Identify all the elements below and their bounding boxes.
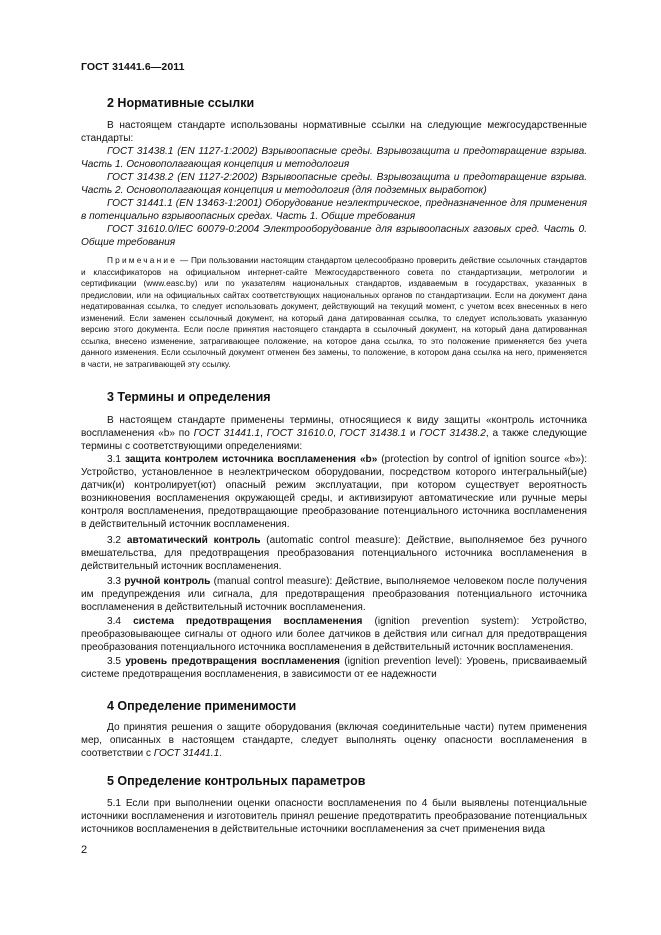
page-number: 2	[81, 844, 88, 856]
reference-2: ГОСТ 31438.2 (EN 1127-2:2002) Взрывоопасные среды. Взрывозащита и предотвращение взрыва. Часть 2. Основополагающая концепция и методология (для подземных выработок)	[81, 172, 587, 196]
document-header: ГОСТ 31441.6—2011	[81, 61, 185, 73]
term-3-5: 3.5 уровень предотвращения воспламенения (ignition prevention level): Уровень, присваиваемый системе предотвращения воспламенения, в зависимости от ее надежности	[81, 656, 587, 680]
term-3-3-name: ручной контроль	[124, 576, 211, 587]
note-text: — При пользовании настоящим стандартом целесообразно проверить действие ссылочных стандартов и классификаторов на официальном интернет-сайте Межгосударственного совета по стандартизации, метрологии и сертификации (www.easc.by) или по указателям национальных стандартов, издаваемым в государствах, указанных в предисловии, или на официальных сайтах соответствующих национальных органов по стандартизации. Если на документ дана недатированная ссылка, то следует использовать документ, действующий на текущий момент, с учетом всех внесенных в него изменений. Если заменен ссылочный документ, на который дана датированная ссылка, то следует использовать указанную версию этого документа. Если после принятия настоящего стандарта в ссылочный документ, на который дана датированная ссылка, внесено изменение, затрагивающее положение, на которое дана ссылка, то это положение применяется без учета данного изменения. Если ссылочный документ отменен без замены, то положение, в котором дана ссылка на него, применяется в части, не затрагивающей эту ссылку.	[81, 255, 587, 369]
section-3-title: 3 Термины и определения	[107, 390, 271, 404]
term-3-4: 3.4 система предотвращения воспламенения (ignition prevention system): Устройство, преобразовывающее сигналы от одного или более датчиков в действия или сигнал для предотвращения преобразования потенциального источника воспламенения в действительный источник воспламенения.	[81, 616, 587, 653]
section-4-title: 4 Определение применимости	[107, 699, 297, 713]
term-3-2: 3.2 автоматический контроль (automatic control measure): Действие, выполняемое без ручного вмешательства, для предотвращения преобразования потенциального источника воспламенения в действительный источник воспламенения.	[81, 535, 587, 572]
section-4-text: До принятия решения о защите оборудования (включая соединительные части) путем применения мер, описанных в настоящем стандарте, следует выполнять оценку опасности воспламенения в соответствии с ГОСТ 31441.1.	[81, 722, 587, 759]
reference-1: ГОСТ 31438.1 (EN 1127-1:2002) Взрывоопасные среды. Взрывозащита и предотвращение взрыва. Часть 1. Основополагающая концепция и методология	[81, 146, 587, 170]
section-2-intro: В настоящем стандарте использованы нормативные ссылки на следующие межгосударственные стандарты:	[81, 120, 587, 144]
term-3-2-name: автоматический контроль	[126, 535, 261, 546]
term-3-1-name: защита контролем источника воспламенения «b»	[124, 454, 378, 465]
term-3-4-name: система предотвращения воспламенения	[133, 616, 363, 627]
term-3-1: 3.1 защита контролем источника воспламенения «b» (protection by control of ignition source «b»): Устройство, установленное в неэлектрическом оборудовании, посредством которого интегральный(ые) датчик(и) контролирует(ют) опасный режим эксплуатации, при котором существует вероятность возникновения воспламенения окружающей среды, и активизируют автоматические или ручные меры контроля воспламенения, предотвращающие преобразование потенциального источника воспламенения в действительный источник воспламенения.	[81, 454, 588, 530]
section-5-1-text: 5.1 Если при выполнении оценки опасности воспламенения по 4 были выявлены потенциальные источники воспламенения и изготовитель принял решение предотвратить преобразование потенциальных источников воспламенения в действительные источники воспламенения за счет применения вида	[81, 798, 587, 835]
section-5-title: 5 Определение контрольных параметров	[107, 774, 366, 788]
section-3-intro: В настоящем стандарте применены термины, относящиеся к виду защиты «контроль источника воспламенения «b» по ГОСТ 31441.1, ГОСТ 31610.0, ГОСТ 31438.1 и ГОСТ 31438.2, а также следующие термины с соответствующими определениями:	[81, 415, 588, 452]
term-3-3: 3.3 ручной контроль (manual control measure): Действие, выполняемое человеком после получения им предупреждения или сигнала, для предотвращения преобразования потенциального источника воспламенения в действительный источник воспламенения.	[81, 576, 587, 613]
note-block	[81, 255, 587, 370]
section-2-title: 2 Нормативные ссылки	[107, 96, 255, 110]
term-3-5-name: уровень предотвращения воспламенения	[125, 656, 340, 667]
reference-4: ГОСТ 31610.0/IEC 60079-0:2004 Электрооборудование для взрывоопасных газовых сред. Часть 0. Общие требования	[81, 224, 587, 248]
reference-3: ГОСТ 31441.1 (EN 13463-1:2001) Оборудование неэлектрическое, предназначенное для применения в потенциально взрывоопасных средах. Часть 1. Общие требования	[81, 198, 587, 222]
note-label: Примечание	[107, 255, 178, 265]
